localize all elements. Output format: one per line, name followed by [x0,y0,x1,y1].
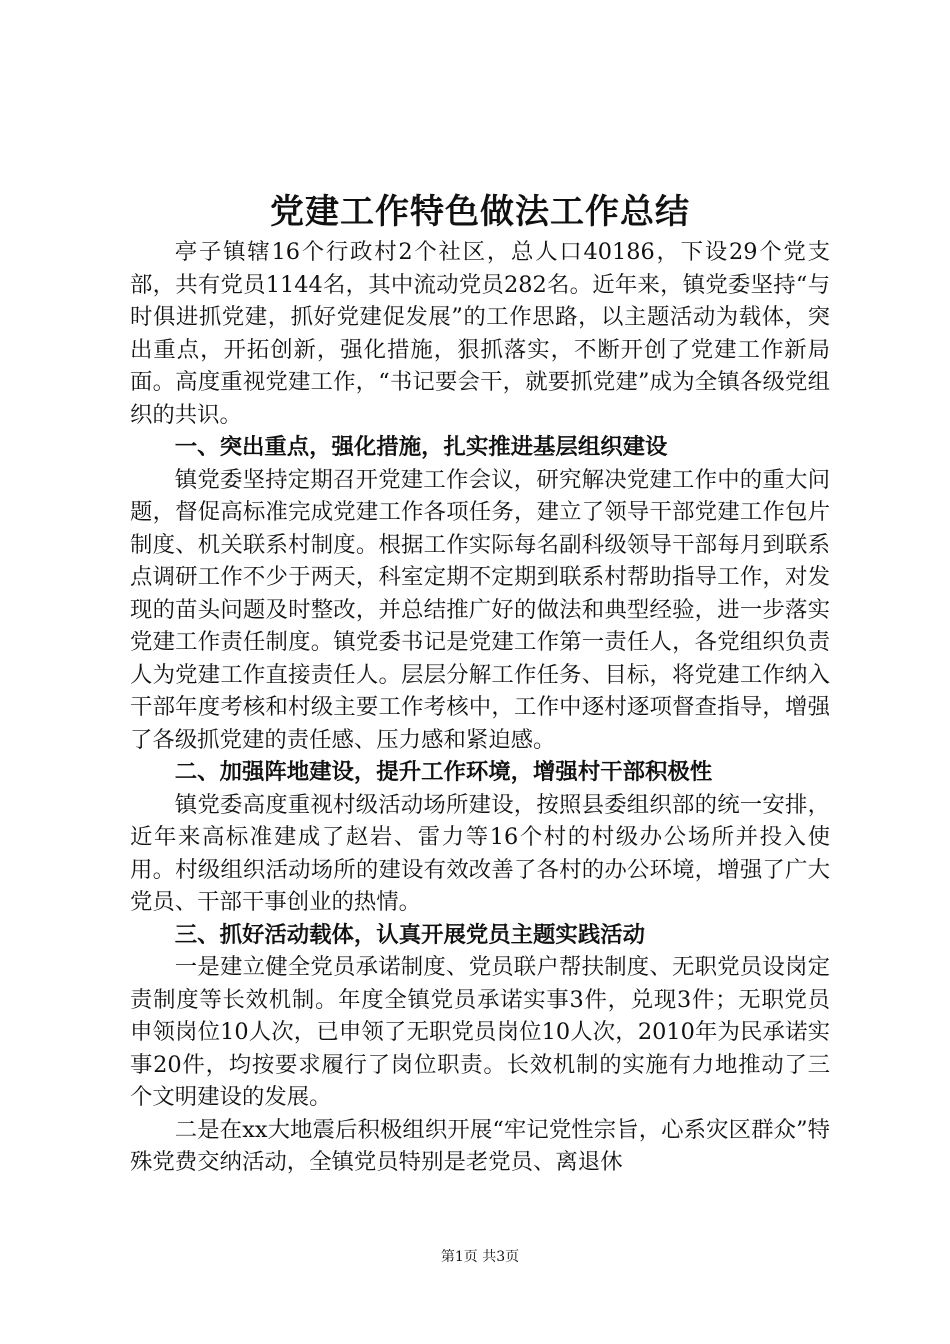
document-title: 党建工作特色做法工作总结 [270,192,690,232]
section-2-heading: 二、加强阵地建设，提升工作环境，增强村干部积极性 [174,759,713,785]
section-1-heading: 一、突出重点，强化措施，扎实推进基层组织建设 [174,434,668,460]
page-footer: 第1页 共3页 [440,1249,520,1265]
document-body [130,236,830,1179]
section-3-heading: 三、抓好活动载体，认真开展党员主题实践活动 [174,921,645,948]
section-1-paragraph: 镇党委坚持定期召开党建工作会议，研究解决党建工作中的重大问题，督促高标准完成党建工作各项任务，建立了领导干部党建工作包片制度、机关联系村制度。根据工作实际每名副科级领导干部每月到联系点调研工作不少于两天，科室定期不定期到联系村帮助指导工作，对发现的苗头问题及时整改，并总结推广好的做法和典型经验，进一步落实党建工作责任制度。镇党委书记是党建工作第一责任人，各党组织负责人为党建工作直接责任人。层层分解工作任务、目标，将党建工作纳入干部年度考核和村级主要工作考核中，工作中逐村逐项督查指导，增强了各级抓党建的责任感、压力感和紧迫感。 [130,466,830,753]
section-3-paragraph-2: 二是在xx大地震后积极组织开展“牢记党性宗旨，心系灾区群众”特殊党费交纳活动，全镇党员特别是老党员、离退休 [130,1116,830,1175]
section-3-paragraph-1: 一是建立健全党员承诺制度、党员联户帮扶制度、无职党员设岗定责制度等长效机制。年度全镇党员承诺实事3件，兑现3件；无职党员申领岗位10人次，已申领了无职党员岗位10人次，2010年为民承诺实事20件，均按要求履行了岗位职责。长效机制的实施有力地推动了三个文明建设的发展。 [130,954,830,1110]
document-page [130,0,830,1344]
section-2-paragraph: 镇党委高度重视村级活动场所建设，按照县委组织部的统一安排，近年来高标准建成了赵岩、雷力等16个村的村级办公场所并投入使用。村级组织活动场所的建设有效改善了各村的办公环境，增强了广大党员、干部干事创业的热情。 [130,791,830,915]
intro-paragraph: 亭子镇辖16个行政村2个社区，总人口40186，下设29个党支部，共有党员1144名，其中流动党员282名。近年来，镇党委坚持“与时俱进抓党建，抓好党建促发展”的工作思路，以主题活动为载体，突出重点，开拓创新，强化措施，狠抓落实，不断开创了党建工作新局面。高度重视党建工作，“书记要会干，就要抓党建”成为全镇各级党组织的共识。 [130,239,830,428]
